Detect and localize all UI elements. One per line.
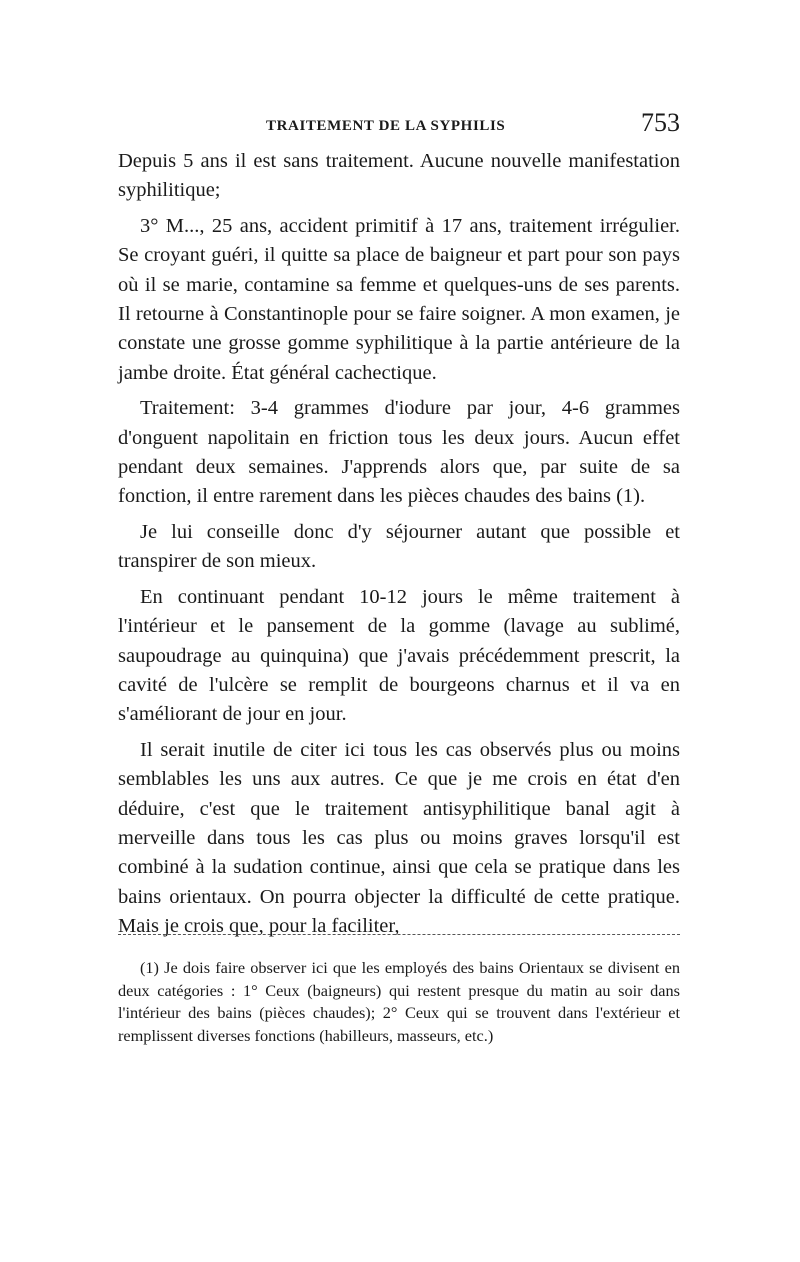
running-title: TRAITEMENT DE LA SYPHILIS — [266, 118, 506, 134]
footnote — [118, 957, 680, 1047]
paragraph: 3° M..., 25 ans, accident primitif à 17 ans, traitement irrégulier. Se croyant guéri, il quitte sa place de baigneur et part pour son pays où il se marie, contamine sa femme et quelques-uns de ses parents. Il retourne à Constantinople pour se faire soigner. A mon examen, je constate une grosse gomme syphilitique à la partie antérieure de la jambe droite. État général cachectique. — [118, 215, 680, 384]
footnote-text: (1) Je dois faire observer ici que les employés des bains Orientaux se divisent en deux catégories : 1° Ceux (baigneurs) qui restent presque du matin au soir dans l'intérieur des bains (pièces chaudes); 2° Ceux qui se trouvent dans l'extérieur et remplissent diverses fonctions (habilleurs, masseurs, etc.) — [118, 958, 680, 1045]
paragraph: En continuant pendant 10-12 jours le même traitement à l'intérieur et le pansement de la gomme (lavage au sublimé, saupoudrage au quinquina) que j'avais précédemment prescrit, la cavité de l'ulcère se remplit de bourgeons charnus et il va en s'améliorant de jour en jour. — [118, 586, 680, 726]
body-text — [118, 147, 680, 948]
footnote-divider — [118, 934, 680, 935]
page-header — [118, 108, 680, 142]
page-number: 753 — [641, 108, 680, 137]
paragraph: Je lui conseille donc d'y séjourner autant que possible et transpirer de son mieux. — [118, 521, 680, 573]
paragraph: Depuis 5 ans il est sans traitement. Aucune nouvelle manifestation syphilitique; — [118, 150, 680, 202]
paragraph: Il serait inutile de citer ici tous les cas observés plus ou moins semblables les uns aux autres. Ce que je me crois en état d'en déduire, c'est que le traitement antisyphilitique banal agit à merveille dans tous les cas plus ou moins graves lorsqu'il est combiné à la sudation continue, ainsi que cela se pratique dans les bains orientaux. On pourra objecter la difficulté de cette pratique. Mais je crois que, pour la faciliter, — [118, 739, 680, 937]
paragraph: Traitement: 3-4 grammes d'iodure par jour, 4-6 grammes d'onguent napolitain en friction tous les deux jours. Aucun effet pendant deux semaines. J'apprends alors que, par suite de sa fonction, il entre rarement dans les pièces chaudes des bains (1). — [118, 397, 680, 508]
